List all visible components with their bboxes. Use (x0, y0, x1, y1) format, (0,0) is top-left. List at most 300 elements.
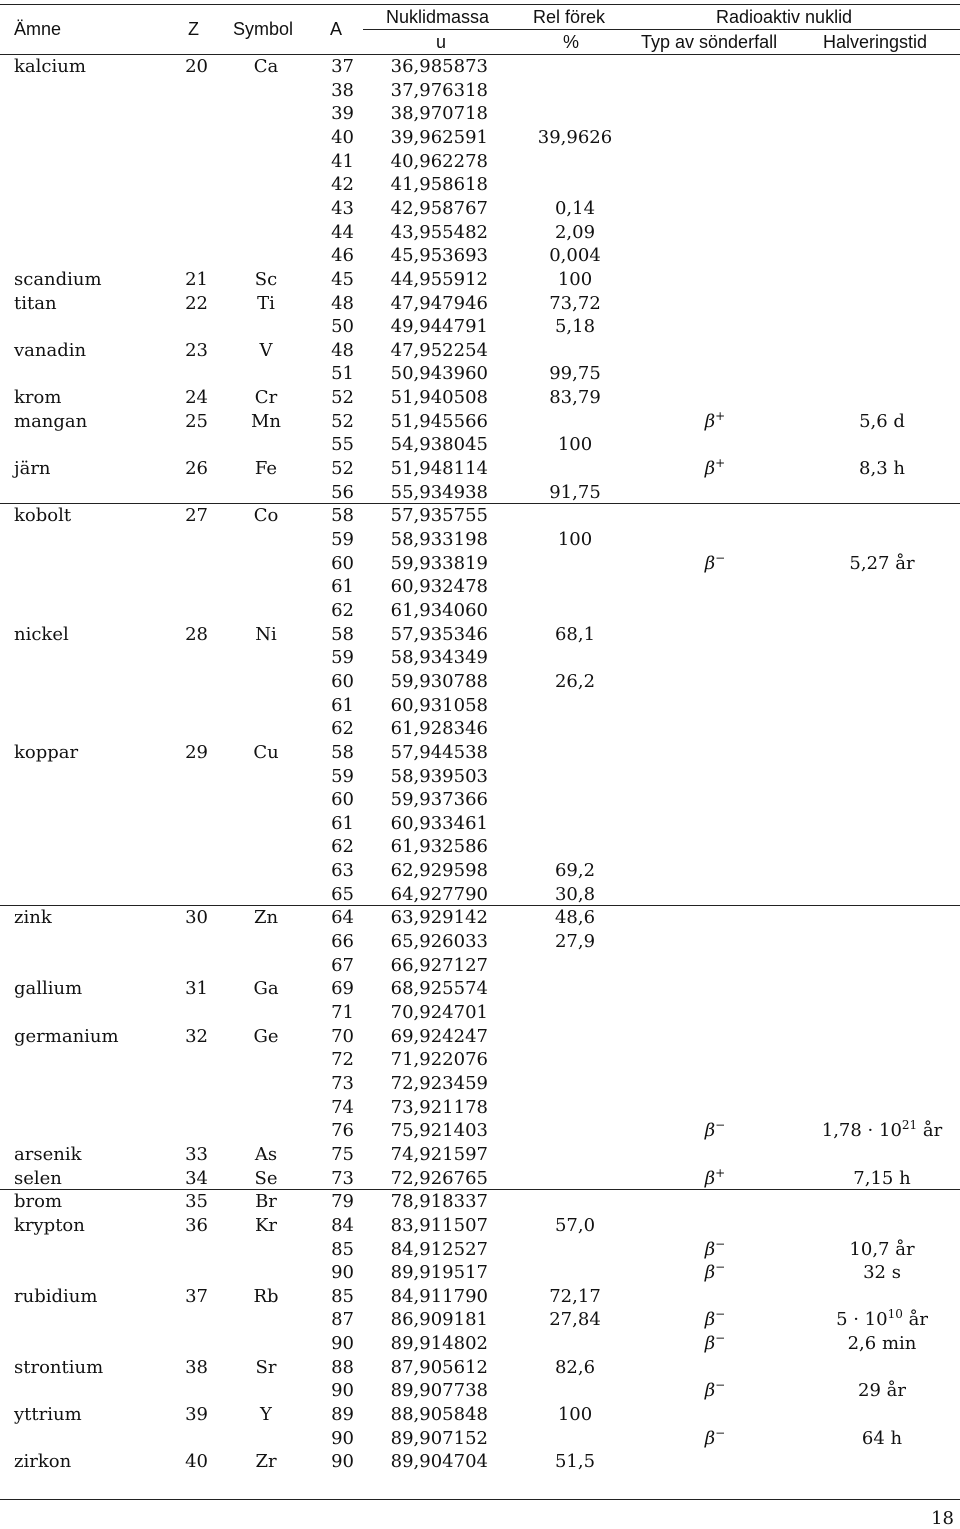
cell-a: 52 (331, 387, 354, 409)
cell-decay: β− (704, 1307, 726, 1331)
cell-symbol: Ni (255, 623, 277, 645)
table-row (0, 410, 960, 434)
cell-amne: germanium (14, 1025, 119, 1047)
cell-mass: 86,909181 (390, 1309, 488, 1331)
cell-a: 90 (331, 1262, 354, 1284)
cell-a: 65 (331, 883, 354, 905)
cell-a: 85 (331, 1238, 354, 1260)
table-row (0, 1332, 960, 1356)
cell-z: 20 (185, 56, 208, 77)
cell-a: 69 (331, 978, 354, 1000)
cell-rel: 27,84 (549, 1309, 601, 1331)
cell-rel: 27,9 (554, 931, 596, 952)
table-row (0, 150, 960, 174)
cell-z: 22 (185, 292, 208, 314)
table-row (0, 670, 960, 694)
table-row (0, 835, 960, 859)
table-row (0, 741, 960, 765)
cell-a: 62 (331, 718, 354, 740)
table-row (0, 1214, 960, 1238)
cell-mass: 71,922076 (390, 1049, 488, 1071)
cell-mass: 78,918337 (390, 1191, 488, 1213)
cell-mass: 83,911507 (390, 1214, 488, 1236)
header-relforek-unit: % (563, 32, 580, 52)
table-row (0, 859, 960, 883)
cell-mass: 89,914802 (390, 1333, 488, 1355)
cell-mass: 73,921178 (390, 1096, 488, 1118)
cell-a: 50 (331, 316, 354, 338)
table-row (0, 173, 960, 197)
table-row (0, 599, 960, 623)
cell-amne: kalcium (14, 56, 86, 77)
cell-a: 63 (331, 860, 354, 882)
cell-mass: 59,930788 (390, 670, 488, 692)
cell-mass: 61,932586 (390, 836, 488, 858)
cell-amne: nickel (14, 623, 69, 645)
header-typ: Typ av sönderfall (641, 32, 778, 52)
cell-z: 33 (185, 1143, 208, 1165)
cell-amne: rubidium (14, 1285, 98, 1307)
cell-mass: 88,905848 (390, 1404, 488, 1425)
cell-symbol: Ge (253, 1025, 279, 1047)
header-z: Z (188, 19, 199, 39)
cell-a: 66 (331, 931, 354, 952)
cell-amne: mangan (14, 410, 88, 432)
table-row (0, 1096, 960, 1120)
cell-z: 30 (185, 907, 208, 929)
cell-rel: 100 (557, 529, 593, 550)
cell-mass: 75,921403 (390, 1120, 488, 1142)
cell-mass: 87,905612 (390, 1356, 488, 1378)
table-row (0, 126, 960, 150)
cell-halveringstid: 64 h (861, 1427, 903, 1449)
table-row (0, 1285, 960, 1309)
table-row (0, 315, 960, 339)
cell-symbol: As (254, 1143, 278, 1165)
cell-z: 31 (185, 978, 208, 1000)
table-row (0, 1308, 960, 1332)
cell-symbol: Co (253, 505, 279, 527)
cell-amne: yttrium (14, 1404, 82, 1425)
cell-halveringstid: 8,3 h (859, 458, 905, 479)
table-row (0, 1379, 960, 1403)
cell-a: 61 (331, 694, 354, 716)
cell-symbol: Zr (255, 1451, 277, 1473)
cell-mass: 59,937366 (390, 789, 488, 811)
cell-a: 60 (331, 552, 354, 574)
header-halveringstid: Halveringstid (823, 32, 928, 52)
cell-rel: 48,6 (554, 907, 596, 929)
cell-rel: 91,75 (549, 481, 601, 503)
cell-z: 32 (185, 1025, 208, 1047)
cell-mass: 89,907152 (390, 1427, 488, 1449)
cell-symbol: Kr (254, 1214, 278, 1236)
cell-z: 37 (185, 1285, 208, 1307)
cell-rel: 30,8 (554, 883, 596, 905)
cell-amne: scandium (14, 268, 102, 290)
cell-rel: 0,004 (549, 245, 601, 267)
cell-decay: β− (704, 1236, 726, 1260)
cell-a: 61 (331, 812, 354, 834)
cell-a: 76 (331, 1120, 354, 1142)
table-row (0, 102, 960, 126)
cell-z: 34 (185, 1167, 208, 1189)
cell-z: 24 (185, 387, 208, 409)
table-row (0, 552, 960, 576)
cell-halveringstid: $5 \cdot 10^{10}$ år (836, 1307, 928, 1331)
cell-mass: 58,933198 (390, 529, 488, 550)
cell-a: 73 (331, 1167, 354, 1189)
group-rule (0, 1189, 960, 1190)
cell-rel: 69,2 (554, 860, 596, 882)
cell-symbol: Y (260, 1404, 272, 1425)
cell-a: 79 (331, 1191, 354, 1213)
table-row (0, 197, 960, 221)
cell-rel: 100 (557, 1404, 593, 1425)
cell-rel: 72,17 (549, 1285, 601, 1307)
cell-mass: 62,929598 (390, 860, 488, 882)
table-row (0, 292, 960, 316)
cell-amne: gallium (14, 978, 83, 1000)
cell-mass: 40,962278 (390, 150, 488, 172)
cell-a: 56 (331, 481, 354, 503)
table-row (0, 812, 960, 836)
cell-rel: 100 (557, 268, 593, 290)
table-row (0, 244, 960, 268)
cell-mass: 51,940508 (390, 387, 488, 409)
table-row (0, 481, 960, 505)
cell-mass: 51,945566 (390, 410, 488, 432)
cell-mass: 72,926765 (390, 1167, 488, 1189)
cell-rel: 83,79 (549, 387, 601, 409)
table-row (0, 1427, 960, 1451)
cell-amne: brom (14, 1191, 63, 1213)
cell-a: 73 (331, 1072, 354, 1094)
cell-a: 48 (331, 292, 354, 314)
cell-symbol: Sr (255, 1356, 277, 1378)
cell-halveringstid: 32 s (863, 1262, 901, 1284)
cell-a: 43 (331, 197, 354, 219)
cell-mass: 45,953693 (390, 245, 488, 267)
table-row (0, 362, 960, 386)
cell-rel: 73,72 (549, 292, 601, 314)
table-row (0, 1167, 960, 1191)
cell-mass: 47,947946 (390, 292, 488, 314)
cell-a: 58 (331, 741, 354, 763)
cell-symbol: Br (255, 1191, 277, 1213)
cell-halveringstid: 2,6 min (847, 1333, 917, 1355)
table-row (0, 788, 960, 812)
cell-a: 52 (331, 458, 354, 479)
cell-a: 59 (331, 765, 354, 787)
cell-a: 88 (331, 1356, 354, 1378)
table-row (0, 457, 960, 481)
cell-mass: 44,955912 (390, 268, 488, 290)
table-row (0, 339, 960, 363)
cell-symbol: V (259, 339, 273, 361)
cell-mass: 61,934060 (390, 599, 488, 621)
cell-halveringstid: 5,6 d (859, 410, 905, 432)
header-relforek: Rel förek (533, 7, 606, 27)
cell-symbol: Mn (250, 410, 282, 432)
cell-a: 39 (331, 103, 354, 125)
cell-mass: 59,933819 (390, 552, 488, 574)
table-row (0, 694, 960, 718)
cell-mass: 50,943960 (390, 363, 488, 385)
cell-mass: 54,938045 (390, 434, 488, 456)
table-row (0, 765, 960, 789)
cell-a: 45 (331, 268, 354, 290)
cell-a: 41 (331, 150, 354, 172)
table-row (0, 55, 960, 79)
header-nuklidmassa: Nuklidmassa (386, 7, 490, 27)
table-row (0, 1119, 960, 1143)
cell-symbol: Fe (254, 458, 278, 479)
cell-amne: vanadin (14, 339, 87, 361)
cell-halveringstid: $1,78 \cdot 10^{21}$ år (821, 1118, 943, 1142)
cell-a: 75 (331, 1143, 354, 1165)
cell-a: 71 (331, 1002, 354, 1023)
cell-mass: 57,935755 (390, 505, 488, 527)
cell-a: 87 (331, 1309, 354, 1331)
cell-a: 59 (331, 529, 354, 550)
table-row (0, 1048, 960, 1072)
cell-mass: 61,928346 (390, 718, 488, 740)
cell-amne: järn (14, 458, 51, 479)
cell-mass: 55,934938 (390, 481, 488, 503)
table-row (0, 1143, 960, 1167)
cell-mass: 58,939503 (390, 765, 488, 787)
cell-z: 21 (185, 268, 208, 290)
cell-a: 85 (331, 1285, 354, 1307)
cell-halveringstid: 5,27 år (849, 552, 915, 574)
table-row (0, 646, 960, 670)
cell-a: 67 (331, 954, 354, 976)
cell-symbol: Cu (253, 741, 279, 763)
cell-a: 48 (331, 339, 354, 361)
cell-a: 38 (331, 79, 354, 101)
cell-mass: 89,907738 (390, 1380, 488, 1402)
cell-mass: 38,970718 (390, 103, 488, 125)
cell-a: 52 (331, 410, 354, 432)
page-number: 18 (931, 1508, 954, 1529)
cell-rel: 39,9626 (537, 126, 613, 148)
cell-symbol: Ga (253, 978, 279, 1000)
cell-amne: koppar (14, 741, 79, 763)
page-footer-rule (0, 1499, 960, 1500)
cell-decay: β+ (704, 456, 726, 479)
cell-decay: β− (704, 1378, 726, 1402)
cell-a: 90 (331, 1380, 354, 1402)
cell-z: 28 (185, 623, 208, 645)
cell-a: 61 (331, 576, 354, 598)
table-row (0, 977, 960, 1001)
cell-z: 25 (185, 410, 208, 432)
cell-a: 58 (331, 623, 354, 645)
cell-mass: 60,932478 (390, 576, 488, 598)
cell-mass: 63,929142 (390, 907, 488, 929)
cell-z: 23 (185, 339, 208, 361)
cell-decay: β+ (704, 408, 726, 432)
cell-mass: 49,944791 (390, 316, 488, 338)
cell-a: 70 (331, 1025, 354, 1047)
cell-symbol: Zn (253, 907, 279, 929)
cell-a: 60 (331, 670, 354, 692)
cell-a: 74 (331, 1096, 354, 1118)
cell-halveringstid: 29 år (858, 1380, 906, 1402)
cell-rel: 2,09 (554, 221, 596, 243)
header-nuklidmassa-unit: u (436, 32, 447, 52)
table-row (0, 1025, 960, 1049)
cell-mass: 36,985873 (390, 56, 488, 77)
cell-mass: 89,904704 (390, 1451, 488, 1473)
header-amne: Ämne (14, 19, 62, 39)
cell-amne: krypton (14, 1214, 85, 1236)
cell-z: 35 (185, 1191, 208, 1213)
cell-symbol: Ti (257, 292, 275, 314)
table-row (0, 623, 960, 647)
cell-amne: titan (14, 292, 57, 314)
table-row (0, 883, 960, 907)
cell-z: 27 (185, 505, 208, 527)
cell-a: 64 (331, 907, 354, 929)
cell-mass: 39,962591 (390, 126, 488, 148)
cell-a: 89 (331, 1404, 354, 1425)
cell-a: 84 (331, 1214, 354, 1236)
cell-mass: 65,926033 (390, 931, 488, 952)
table-row (0, 930, 960, 954)
cell-z: 40 (185, 1451, 208, 1473)
header-sub-rule (363, 29, 960, 30)
cell-decay: β+ (704, 1165, 726, 1189)
cell-amne: krom (14, 387, 62, 409)
table-row (0, 433, 960, 457)
cell-mass: 60,933461 (390, 812, 488, 834)
table-row (0, 1190, 960, 1214)
cell-mass: 69,924247 (390, 1025, 488, 1047)
table-row (0, 79, 960, 103)
cell-mass: 89,919517 (390, 1262, 488, 1284)
cell-a: 90 (331, 1427, 354, 1449)
table-row (0, 1001, 960, 1025)
cell-amne: arsenik (14, 1143, 82, 1165)
cell-rel: 26,2 (554, 670, 596, 692)
cell-a: 59 (331, 647, 354, 669)
cell-a: 37 (331, 56, 354, 77)
cell-decay: β− (704, 550, 726, 574)
top-rule (0, 4, 960, 5)
cell-mass: 66,927127 (390, 954, 488, 976)
cell-symbol: Sc (254, 268, 278, 290)
cell-a: 51 (331, 363, 354, 385)
table-row (0, 1403, 960, 1427)
cell-rel: 99,75 (549, 363, 601, 385)
cell-mass: 70,924701 (390, 1002, 488, 1023)
cell-mass: 68,925574 (390, 978, 488, 1000)
cell-symbol: Ca (253, 56, 279, 77)
cell-mass: 43,955482 (390, 221, 488, 243)
cell-mass: 47,952254 (390, 339, 488, 361)
table-row (0, 1356, 960, 1380)
header-symbol: Symbol (233, 19, 294, 39)
table-row (0, 717, 960, 741)
cell-mass: 37,976318 (390, 79, 488, 101)
cell-mass: 58,934349 (390, 647, 488, 669)
cell-rel: 57,0 (554, 1214, 596, 1236)
cell-decay: β− (704, 1425, 726, 1449)
cell-rel: 5,18 (554, 316, 596, 338)
cell-mass: 51,948114 (390, 458, 488, 479)
cell-decay: β− (704, 1118, 726, 1142)
cell-mass: 60,931058 (390, 694, 488, 716)
cell-mass: 74,921597 (390, 1143, 488, 1165)
cell-rel: 51,5 (554, 1451, 596, 1473)
table-row (0, 528, 960, 552)
table-row (0, 268, 960, 292)
cell-mass: 72,923459 (390, 1072, 488, 1094)
cell-a: 62 (331, 836, 354, 858)
cell-amne: selen (14, 1167, 62, 1189)
table-row (0, 906, 960, 930)
cell-halveringstid: 7,15 h (853, 1167, 911, 1189)
cell-a: 42 (331, 174, 354, 196)
cell-a: 46 (331, 245, 354, 267)
table-row (0, 954, 960, 978)
cell-rel: 68,1 (554, 623, 596, 645)
cell-z: 39 (185, 1404, 208, 1425)
cell-amne: strontium (14, 1356, 104, 1378)
table-row (0, 221, 960, 245)
cell-a: 60 (331, 789, 354, 811)
cell-symbol: Rb (253, 1285, 279, 1307)
cell-z: 36 (185, 1214, 208, 1236)
cell-mass: 57,935346 (390, 623, 488, 645)
cell-mass: 41,958618 (390, 174, 488, 196)
header-a: A (330, 19, 343, 39)
table-row (0, 575, 960, 599)
cell-amne: kobolt (14, 505, 72, 527)
header-radioaktiv: Radioaktiv nuklid (716, 7, 853, 27)
cell-mass: 84,912527 (390, 1238, 488, 1260)
cell-a: 55 (331, 434, 354, 456)
cell-a: 90 (331, 1333, 354, 1355)
cell-a: 62 (331, 599, 354, 621)
cell-halveringstid: 10,7 år (849, 1238, 915, 1260)
cell-a: 90 (331, 1451, 354, 1473)
cell-z: 29 (185, 741, 208, 763)
group-rule (0, 905, 960, 906)
cell-a: 44 (331, 221, 354, 243)
cell-rel: 82,6 (554, 1356, 596, 1378)
cell-rel: 100 (557, 434, 593, 456)
group-rule (0, 503, 960, 504)
cell-amne: zink (14, 907, 52, 929)
cell-amne: zirkon (14, 1451, 72, 1473)
cell-decay: β− (704, 1331, 726, 1355)
table-row (0, 386, 960, 410)
cell-a: 72 (331, 1049, 354, 1071)
table-row (0, 1450, 960, 1474)
cell-symbol: Cr (254, 387, 278, 409)
cell-a: 58 (331, 505, 354, 527)
cell-decay: β− (704, 1260, 726, 1284)
cell-mass: 84,911790 (390, 1285, 488, 1307)
table-row (0, 504, 960, 528)
cell-symbol: Se (254, 1167, 278, 1189)
cell-a: 40 (331, 126, 354, 148)
cell-z: 26 (185, 458, 208, 479)
cell-mass: 42,958767 (390, 197, 488, 219)
